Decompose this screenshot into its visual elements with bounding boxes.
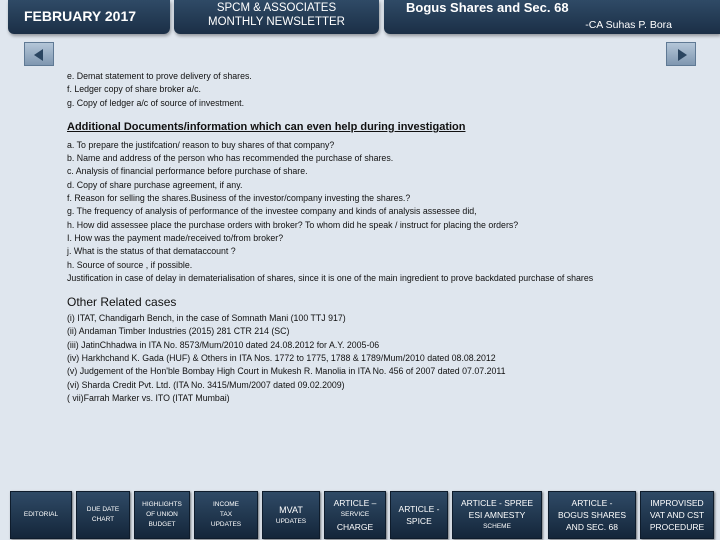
case-item: (ii) Andaman Timber Industries (2015) 281 CTR 214 (SC) (67, 326, 290, 337)
article-body (67, 70, 659, 405)
footer-button-label: BOGUS SHARES (557, 510, 627, 520)
footer-button-label: ESI AMNESTY (468, 510, 526, 520)
footer-button-label: CHART (91, 516, 115, 523)
case-item: (i) ITAT, Chandigarh Bench, in the case of Somnath Mani (100 TTJ 917) (67, 313, 346, 324)
footer-button-due-date-chart[interactable] (76, 491, 130, 539)
footer-button-editorial[interactable] (10, 491, 72, 539)
newsletter-label: MONTHLY NEWSLETTER (208, 16, 345, 28)
section-heading-additional-documents: Additional Documents/information which can even help during investigation (67, 120, 466, 133)
footer-button-label: HIGHLIGHTS (142, 501, 182, 508)
footer-button-label: DUE DATE (86, 506, 120, 513)
footer-button-article-spree[interactable] (452, 491, 542, 539)
list-item: I. How was the payment made/received to/from broker? (67, 232, 284, 243)
footer-button-label: OF UNION (146, 511, 178, 518)
footer-button-label: ARTICLE – (333, 498, 377, 508)
intro-line: f. Ledger copy of share broker a/c. (67, 84, 201, 95)
footer-button-label: TAX (219, 511, 233, 518)
list-item: g. The frequency of analysis of performance of the investee company and kinds of analysis assessee did, (67, 206, 477, 217)
section-heading-related-cases: Other Related cases (67, 295, 177, 310)
month-label: FEBRUARY 2017 (8, 0, 170, 34)
list-item: f. Reason for selling the shares.Business of the investor/company investing the shares.? (67, 193, 411, 204)
footer-button-union-budget[interactable] (134, 491, 190, 539)
footer-button-label: SPICE (406, 516, 432, 526)
list-item: a. To prepare the justifcation/ reason to buy shares of that company? (67, 139, 335, 150)
footer-button-label: AND SEC. 68 (566, 522, 618, 532)
case-item: (vi) Sharda Credit Pvt. Ltd. (ITA No. 3415/Mum/2007 dated 09.02.2009) (67, 379, 345, 390)
list-item: j. What is the status of that demataccount ? (67, 246, 236, 257)
footer-button-label: ARTICLE - (398, 504, 440, 514)
previous-page-button[interactable] (24, 42, 54, 66)
firm-title (174, 0, 379, 34)
list-item: b. Name and address of the person who has recommended the purchase of shares. (67, 153, 394, 164)
footer-button-label: VAT AND CST (649, 510, 705, 520)
newsletter-header (0, 0, 720, 38)
case-item: (iv) Harkhchand K. Gada (HUF) & Others in ITA Nos. 1772 to 1775, 1788 & 1789/Mum/2010 dated 08.08.2012 (67, 353, 496, 364)
footer-button-income-tax-updates[interactable] (194, 491, 258, 539)
footer-nav (0, 487, 720, 540)
firm-name: SPCM & ASSOCIATES (216, 2, 337, 14)
list-item: c. Analysis of financial performance before purchase of share. (67, 166, 308, 177)
footer-button-article-bogus-shares[interactable] (548, 491, 636, 539)
footer-button-mvat-updates[interactable] (262, 491, 320, 539)
case-item: ( vii)Farrah Marker vs. ITO (ITAT Mumbai) (67, 392, 230, 403)
footer-button-label: BUDGET (148, 521, 176, 528)
footer-button-label: ARTICLE - (571, 498, 613, 508)
footer-button-label: INCOME (213, 501, 239, 508)
topic-banner (384, 0, 720, 34)
intro-line: g. Copy of ledger a/c of source of investment. (67, 97, 245, 108)
next-page-button[interactable] (666, 42, 696, 66)
topic-title: Bogus Shares and Sec. 68 (406, 0, 569, 15)
footer-button-label: CHARGE (336, 522, 374, 532)
case-item: (v) Judgement of the Hon'ble Bombay High Court in Mukesh R. Manolia in ITA No. 456 of 2007 dated 07.07.2011 (67, 366, 506, 377)
list-item: h. Source of source , if possible. (67, 259, 193, 270)
footer-button-label: MVAT (279, 504, 303, 515)
footer-button-label: EDITORIAL (23, 511, 59, 518)
intro-line: e. Demat statement to prove delivery of shares. (67, 71, 252, 81)
justification-paragraph: Justification in case of delay in dematerialisation of shares, since it is one of the main ingredient to prove backdated purchase of shares (67, 272, 594, 283)
arrow-left-icon (34, 49, 43, 61)
arrow-right-icon (678, 49, 687, 61)
footer-button-label: IMPROVISED (650, 498, 704, 508)
footer-button-label: ARTICLE - SPREE (460, 498, 534, 508)
footer-button-label: UPDATES (275, 517, 307, 525)
footer-button-label: SCHEME (483, 523, 511, 530)
footer-button-label: PROCEDURE (649, 522, 705, 532)
footer-button-article-spice[interactable] (390, 491, 448, 539)
case-item: (iii) JatinChhadwa in ITA No. 8573/Mum/2010 dated 24.08.2012 for A.Y. 2005-06 (67, 339, 380, 350)
footer-button-label: SERVICE (340, 511, 370, 518)
footer-button-improvised-vat[interactable] (640, 491, 714, 539)
list-item: h. How did assessee place the purchase orders with broker? To whom did he speak / instruct for placing the orders? (67, 219, 519, 230)
footer-button-label: UPDATES (210, 521, 242, 528)
footer-button-article-service-charge[interactable] (324, 491, 386, 539)
author-name: -CA Suhas P. Bora (585, 19, 672, 31)
list-item: d. Copy of share purchase agreement, if any. (67, 179, 243, 190)
